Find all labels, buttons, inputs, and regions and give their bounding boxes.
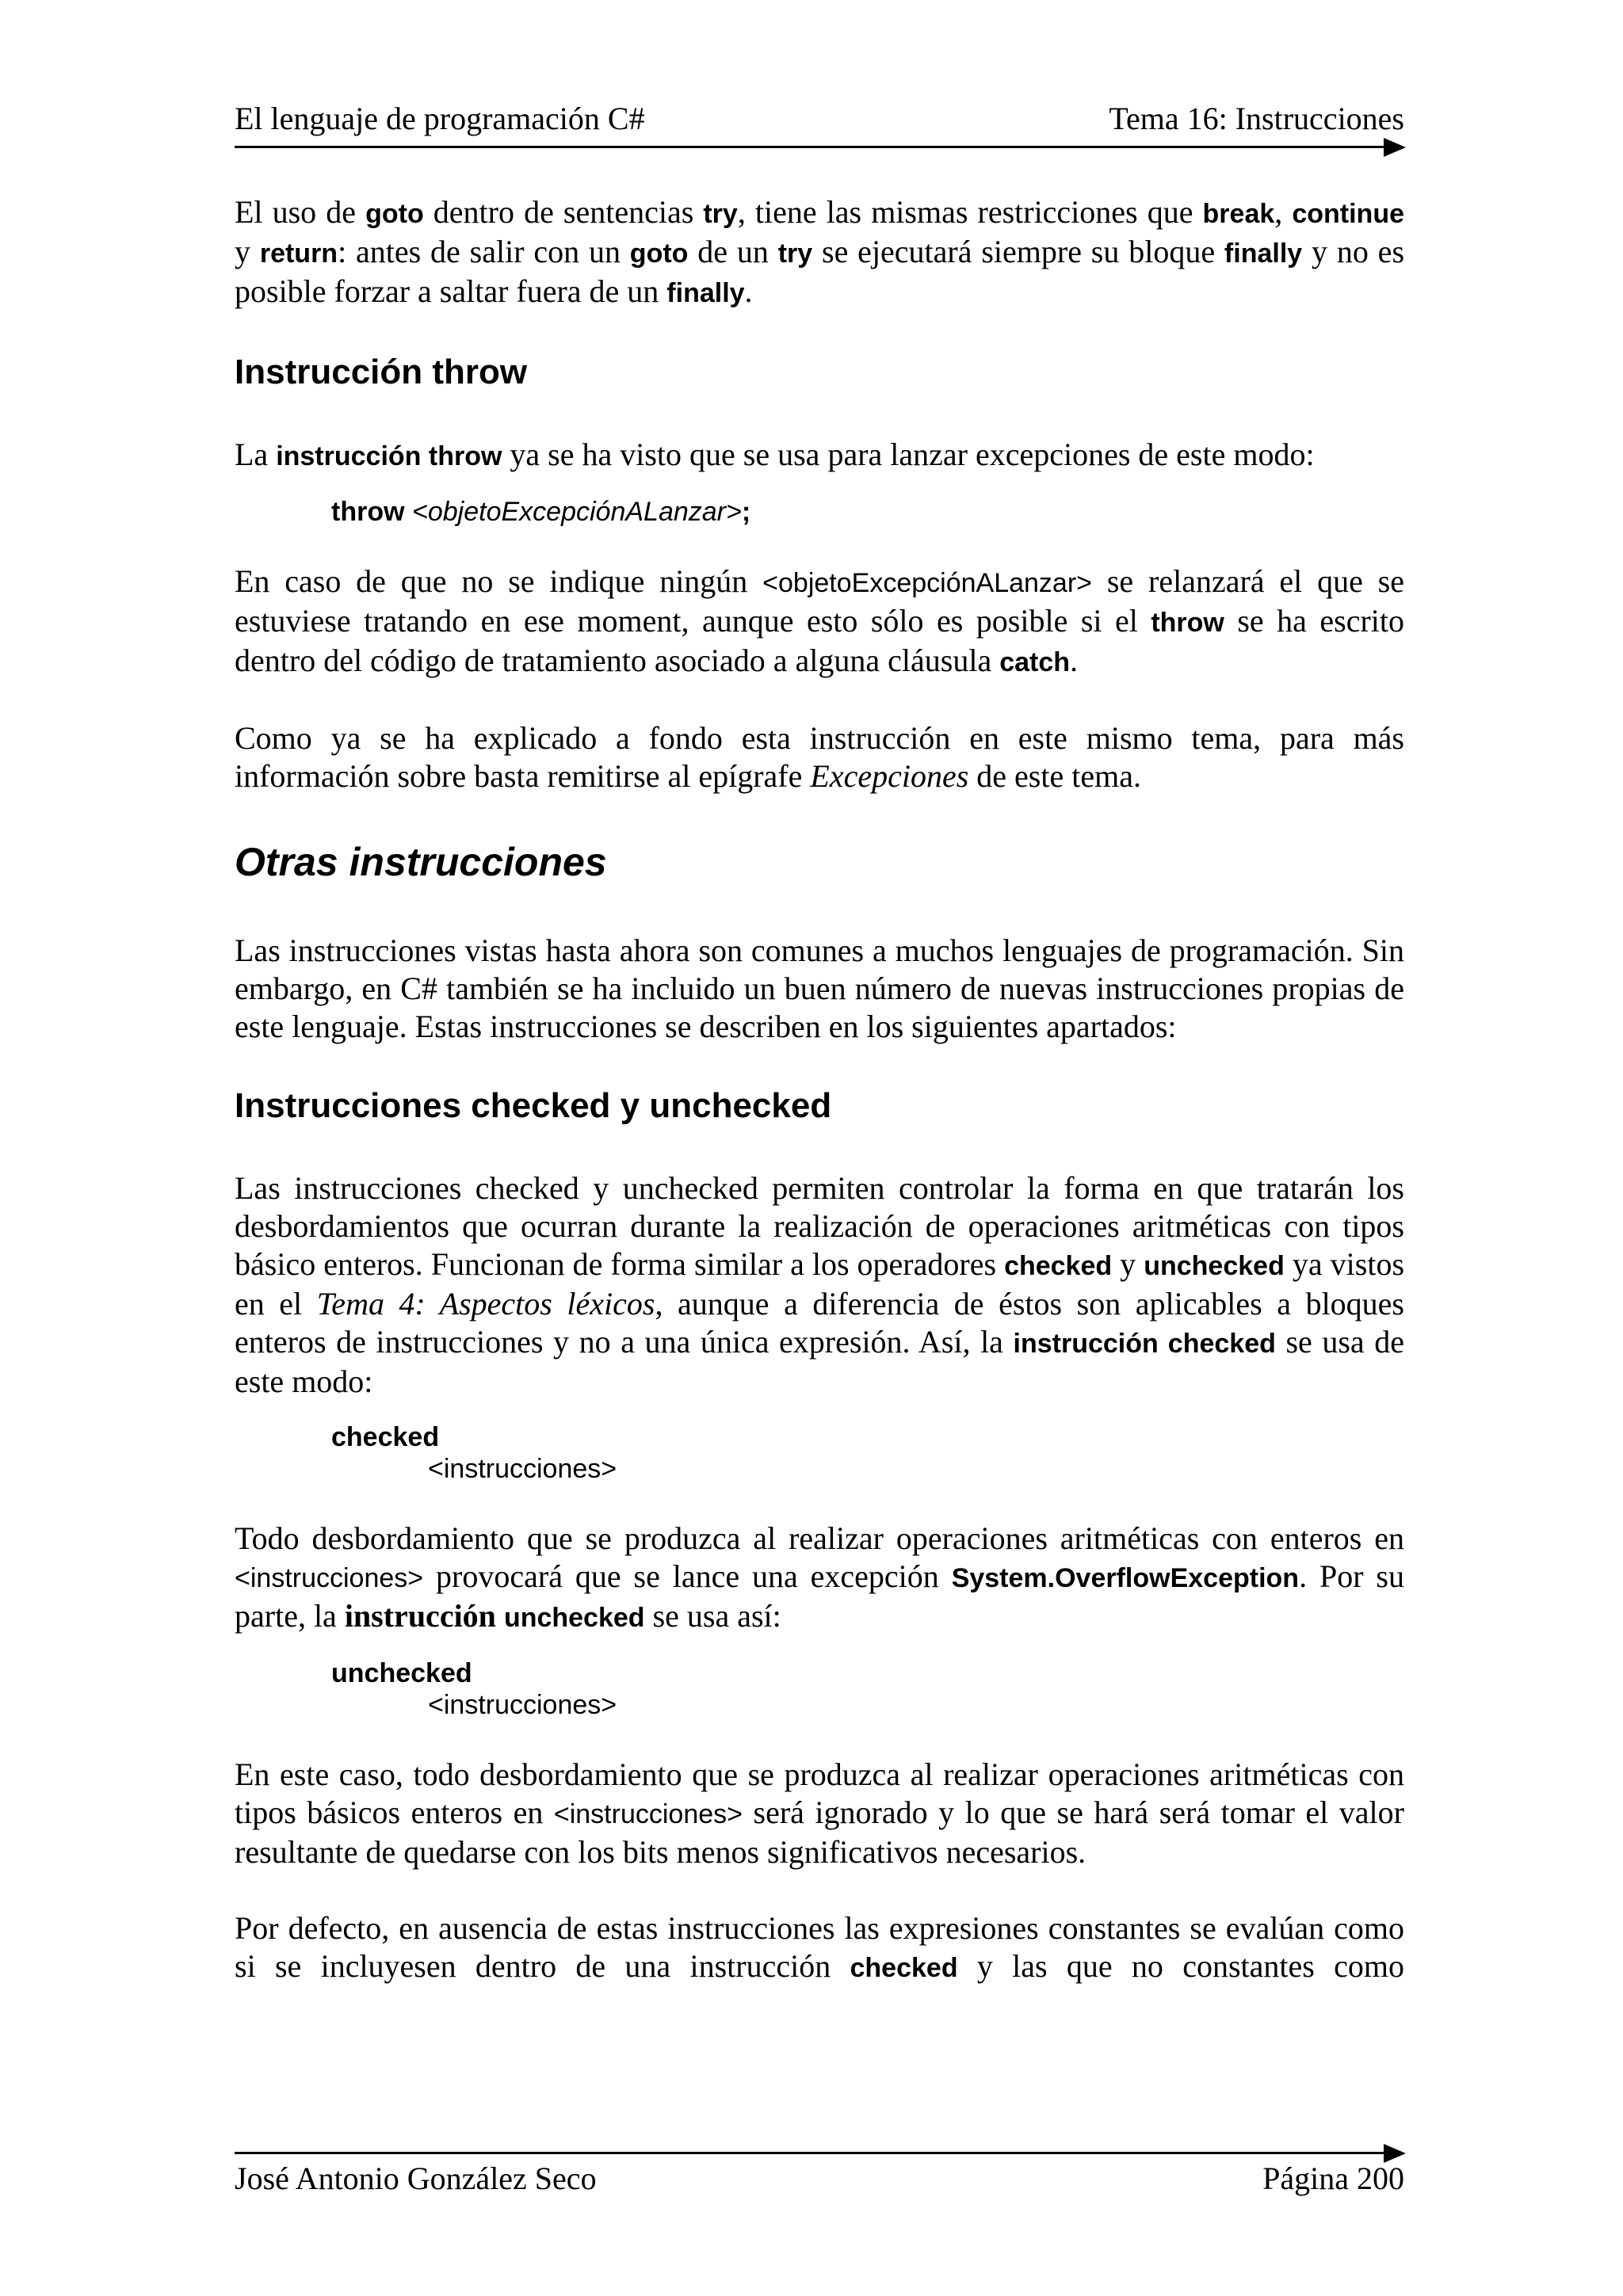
section-heading-checked-unchecked: Instrucciones checked y unchecked <box>235 1086 832 1125</box>
paragraph-default-behavior: Por defecto, en ausencia de estas instrucciones las expresiones constantes se evalúan como si se incluyesen dentro de una instrucción checked y las que no constantes como <box>235 1910 1404 1984</box>
page-header <box>235 93 1404 149</box>
paragraph-throw-reference: Como ya se ha explicado a fondo esta instrucción en este mismo tema, para más información sobre basta remitirse al epígrafe Excepciones de este tema. <box>235 720 1404 794</box>
paragraph-throw-intro: La instrucción throw ya se ha visto que se usa para lanzar excepciones de este modo: <box>235 437 1315 472</box>
section-heading-otras-instrucciones: Otras instrucciones <box>235 840 607 884</box>
footer-rule <box>235 2152 1392 2154</box>
header-rule <box>235 146 1392 148</box>
section-heading-throw: Instrucción throw <box>235 353 528 391</box>
paragraph-throw-rethrow: En caso de que no se indique ningún <objetoExcepciónALanzar> se relanzará el que se estuviese tratando en ese moment, aunque esto sólo es posible si el throw se ha escrito dentro del código de tratamiento asociado a alguna cláusula catch. <box>235 563 1404 678</box>
footer-author: José Antonio González Seco <box>235 2161 597 2196</box>
header-chapter-title: Tema 16: Instrucciones <box>1109 101 1404 136</box>
code-block-checked: checked <instrucciones> <box>331 1422 617 1484</box>
paragraph-goto-try: El uso de goto dentro de sentencias try, tiene las mismas restricciones que break, continue y return: antes de salir con un goto de un try se ejecutará siempre su bloque finally y no es posible forzar a saltar fuera de un finally. <box>235 194 1405 309</box>
code-block-unchecked: unchecked <instrucciones> <box>331 1658 617 1720</box>
paragraph-otras-intro: Las instrucciones vistas hasta ahora son comunes a muchos lenguajes de programación. Sin embargo, en C# también se ha incluido un buen número de nuevas instrucciones propias de este lenguaje. Estas instrucciones se describen en los siguientes apartados: <box>235 933 1404 1044</box>
paragraph-checked-overflow: Todo desbordamiento que se produzca al realizar operaciones aritméticas con enteros en <instrucciones> provocará que se lance una excepción System.OverflowException. Por su parte, la instrucción unchecked se usa así: <box>235 1520 1404 1634</box>
header-book-title: El lenguaje de programación C# <box>235 101 645 136</box>
code-block-throw: throw <objetoExcepciónALanzar>; <box>331 497 751 527</box>
paragraph-unchecked-behavior: En este caso, todo desbordamiento que se produzca al realizar operaciones aritméticas con tipos básicos enteros en <instrucciones> será ignorado y lo que se hará será tomar el valor resultante de quedarse con los bits menos significativos necesarios. <box>235 1756 1404 1870</box>
page-footer <box>235 2155 1404 2210</box>
footer-page-number: Página 200 <box>1262 2161 1404 2196</box>
header-arrow-icon <box>1384 138 1406 157</box>
page-content <box>235 193 1404 2025</box>
paragraph-checked-intro: Las instrucciones checked y unchecked permiten controlar la forma en que tratarán los desbordamientos que ocurran durante la realización de operaciones aritméticas con tipos básico enteros. Funcionan de forma similar a los operadores checked y unchecked ya vistos en el Tema 4: Aspectos léxicos, aunque a diferencia de éstos son aplicables a bloques enteros de instrucciones y no a una única expresión. Así, la instrucción checked se usa de este modo: <box>235 1170 1405 1399</box>
